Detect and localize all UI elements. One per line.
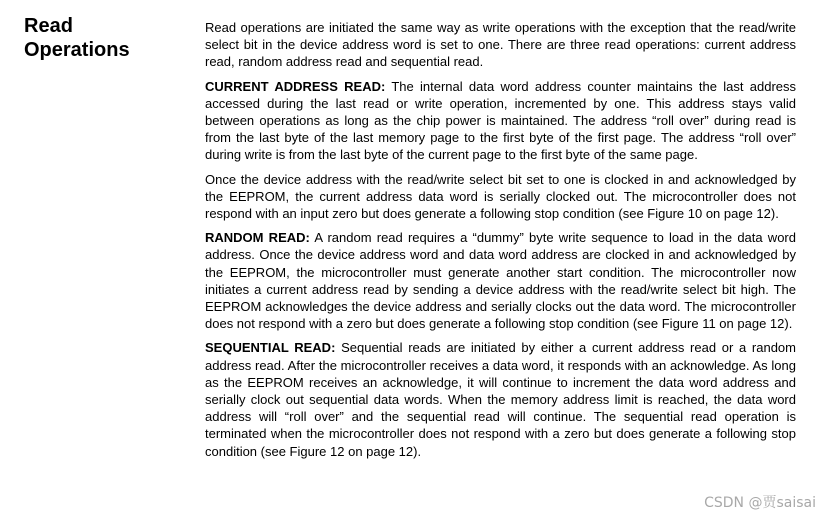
- paragraph-sequential-read: [205, 339, 796, 459]
- paragraph-device-address-text: Once the device address with the read/write select bit set to one is clocked in and acknowledged by the EEPROM, the current address data word is serially clocked out. The microcontroller does not respond with an input zero but does generate a following stop condition (see Figure 10 on page 12).: [205, 171, 796, 222]
- section-body: [205, 19, 796, 467]
- section-heading: [24, 14, 184, 62]
- watermark: CSDN @贾saisai: [704, 495, 816, 511]
- random-read-lead: RANDOM READ:: [205, 230, 310, 246]
- paragraph-device-address: [205, 171, 796, 223]
- section-heading-line1: Read: [24, 15, 73, 37]
- paragraph-intro-text: Read operations are initiated the same way as write operations with the exception that the read/write select bit in the device address word is set to one. There are three read operations: current address read, random address read and sequential read.: [205, 20, 796, 70]
- current-address-read-text: The internal data word address counter maintains the last address accessed during the last read or write operation, incremented by one. This address stays valid between operations as long as the chip power is maintained. The address “roll over” during read is from the last byte of the last memory page to the first byte of the first page. The address “roll over” during write is from the last byte of the current page to the first byte of the same page.: [205, 78, 796, 163]
- sequential-read-lead: SEQUENTIAL READ:: [205, 340, 336, 356]
- current-address-read-lead: CURRENT ADDRESS READ:: [205, 78, 386, 94]
- sequential-read-text: Sequential reads are initiated by either a current address read or a random address read. After the microcontroller receives a data word, it responds with an acknowledge. As long as the EEPROM receives an acknowledge, it will continue to increment the data word address and serially clock out sequential data words. When the memory address limit is reached, the data word address will “roll over” and the sequential read will continue. The sequential read operation is terminated when the microcontroller does not respond with a zero but does generate a following stop condition (see Figure 12 on page 12).: [205, 340, 796, 459]
- random-read-text: A random read requires a “dummy” byte write sequence to load in the data word address. Once the device address word and data word address are clocked in and acknowledged by the EEPROM, the microcontroller must generate another start condition. The microcontroller now initiates a current address read by sending a device address with the read/write select bit high. The EEPROM acknowledges the device address and serially clocks out the data word. The microcontroller does not respond with a zero but does generate a following stop condition (see Figure 11 on page 12).: [205, 230, 796, 332]
- paragraph-intro: [205, 19, 796, 71]
- paragraph-random-read: [205, 229, 796, 332]
- section-heading-line2: Operations: [24, 39, 130, 61]
- paragraph-current-address-read: [205, 78, 796, 164]
